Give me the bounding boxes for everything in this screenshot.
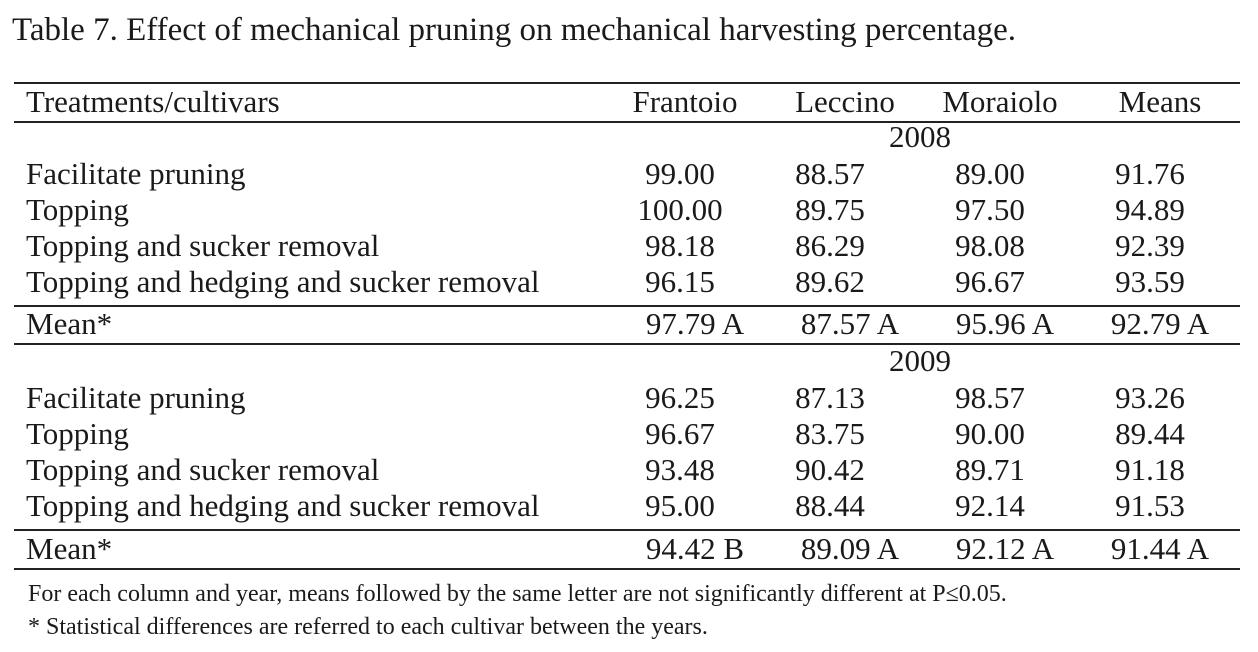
cell-leccino: 89.75 xyxy=(795,192,865,227)
table-row xyxy=(0,488,1258,524)
cell-frantoio: 96.25 xyxy=(645,380,715,415)
mean-leccino: 89.09 A xyxy=(800,531,900,566)
row-label: Topping xyxy=(26,416,129,451)
mean-row-2008 xyxy=(0,306,1258,342)
table-row xyxy=(0,416,1258,452)
cell-means: 93.59 xyxy=(1115,264,1185,299)
cell-frantoio: 93.48 xyxy=(645,452,715,487)
cell-moraiolo: 89.71 xyxy=(955,452,1025,487)
mean-bottom-rule xyxy=(14,343,1240,345)
table-row xyxy=(0,156,1258,192)
cell-means: 91.53 xyxy=(1115,488,1185,523)
cell-leccino: 83.75 xyxy=(795,416,865,451)
row-label: Topping and hedging and sucker removal xyxy=(26,488,540,523)
cell-leccino: 90.42 xyxy=(795,452,865,487)
cell-leccino: 89.62 xyxy=(795,264,865,299)
cell-frantoio: 96.15 xyxy=(645,264,715,299)
table-row xyxy=(0,380,1258,416)
cell-leccino: 87.13 xyxy=(795,380,865,415)
mean-leccino: 87.57 A xyxy=(800,306,900,341)
cell-means: 91.76 xyxy=(1115,156,1185,191)
row-label: Topping and hedging and sucker removal xyxy=(26,264,540,299)
row-label: Topping and sucker removal xyxy=(26,228,380,263)
cell-frantoio: 100.00 xyxy=(637,192,723,227)
mean-label: Mean* xyxy=(26,306,113,341)
table-row xyxy=(0,452,1258,488)
mean-moraiolo: 92.12 A xyxy=(955,531,1055,566)
table-row xyxy=(0,264,1258,300)
cell-leccino: 86.29 xyxy=(795,228,865,263)
cell-means: 91.18 xyxy=(1115,452,1185,487)
cell-moraiolo: 96.67 xyxy=(955,264,1025,299)
year-label-2008: 2008 xyxy=(889,119,951,154)
mean-row-2009 xyxy=(0,531,1258,567)
row-label: Topping and sucker removal xyxy=(26,452,380,487)
year-label-2009: 2009 xyxy=(889,343,951,378)
cell-frantoio: 95.00 xyxy=(645,488,715,523)
cell-means: 89.44 xyxy=(1115,416,1185,451)
cell-frantoio: 96.67 xyxy=(645,416,715,451)
cell-moraiolo: 98.08 xyxy=(955,228,1025,263)
table-row xyxy=(0,192,1258,228)
header-frantoio: Frantoio xyxy=(632,84,738,119)
table-row xyxy=(0,228,1258,264)
footnote-asterisk: * Statistical differences are referred to each cultivar between the years. xyxy=(28,614,708,640)
cell-leccino: 88.57 xyxy=(795,156,865,191)
cell-moraiolo: 90.00 xyxy=(955,416,1025,451)
mean-means: 91.44 A xyxy=(1110,531,1210,566)
mean-frantoio: 97.79 A xyxy=(645,306,745,341)
mean-label: Mean* xyxy=(26,531,113,566)
mean-frantoio: 94.42 B xyxy=(645,531,745,566)
table-bottom-rule xyxy=(14,568,1240,570)
cell-moraiolo: 89.00 xyxy=(955,156,1025,191)
mean-means: 92.79 A xyxy=(1110,306,1210,341)
cell-moraiolo: 97.50 xyxy=(955,192,1025,227)
cell-leccino: 88.44 xyxy=(795,488,865,523)
header-rule xyxy=(14,121,1240,123)
footnote-significance: For each column and year, means followed by the same letter are not significantly different at P≤0.05. xyxy=(28,581,1007,607)
mean-moraiolo: 95.96 A xyxy=(955,306,1055,341)
cell-means: 93.26 xyxy=(1115,380,1185,415)
header-moraiolo: Moraiolo xyxy=(942,84,1058,119)
row-label: Facilitate pruning xyxy=(26,380,246,415)
header-label: Treatments/cultivars xyxy=(26,84,280,119)
cell-moraiolo: 92.14 xyxy=(955,488,1025,523)
row-label: Facilitate pruning xyxy=(26,156,246,191)
row-label: Topping xyxy=(26,192,129,227)
cell-means: 94.89 xyxy=(1115,192,1185,227)
cell-frantoio: 98.18 xyxy=(645,228,715,263)
cell-frantoio: 99.00 xyxy=(645,156,715,191)
header-leccino: Leccino xyxy=(795,84,895,119)
cell-moraiolo: 98.57 xyxy=(955,380,1025,415)
header-means: Means xyxy=(1118,84,1202,119)
table-title: Table 7. Effect of mechanical pruning on mechanical harvesting percentage. xyxy=(12,12,1017,48)
table-header-row xyxy=(0,84,1258,120)
cell-means: 92.39 xyxy=(1115,228,1185,263)
